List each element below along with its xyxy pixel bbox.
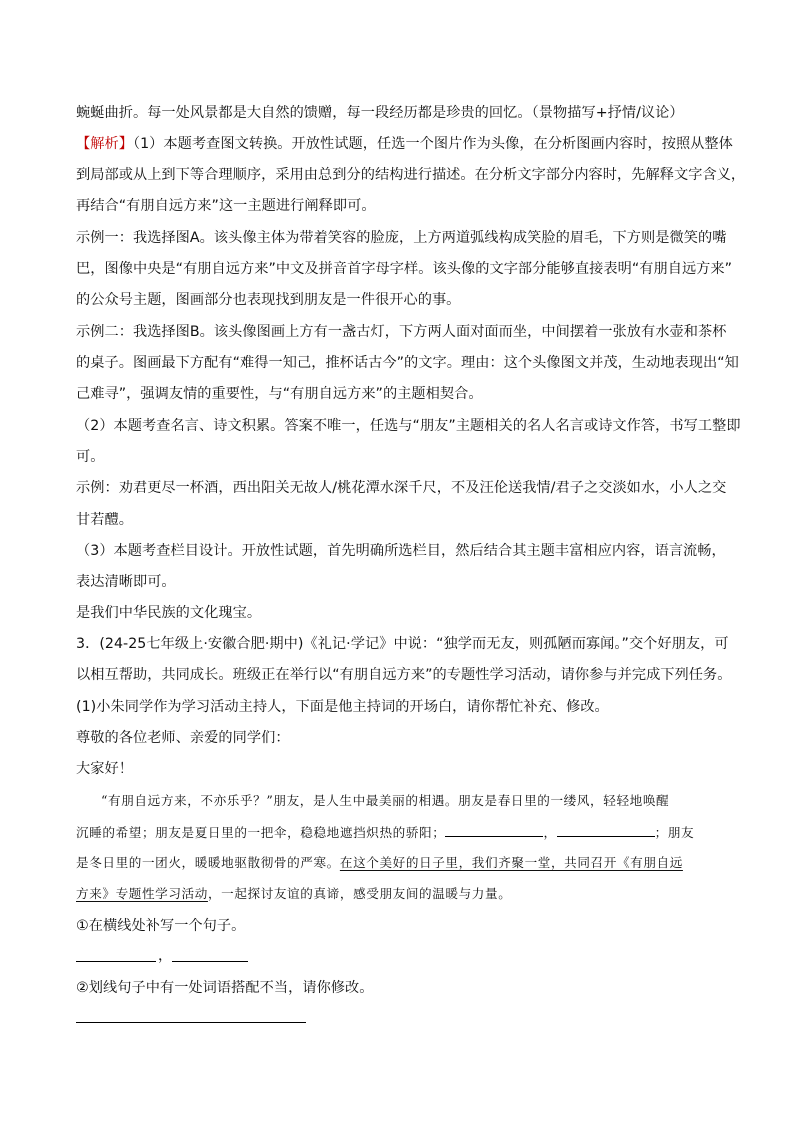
speech-line-2-text: 沉睡的希望；朋友是夏日里的一把伞，稳稳地遮挡炽热的骄阳； xyxy=(76,825,446,840)
example-one-line-2: 巴，图像中央是“有朋自远方来”中文及拼音首字母字样。该头像的文字部分能够直接表明“有朋自远方来” xyxy=(76,261,733,277)
analysis-line-2 xyxy=(76,134,733,154)
speech-line-1: “有朋自远方来，不亦乐乎？”朋友，是人生中最美丽的相遇。朋友是春日里的一缕风，轻轻地唤醒 xyxy=(101,793,670,808)
analysis-part2-line-1: （2）本题考查名言、诗文积累。答案不唯一，任选与“朋友”主题相关的名人名言或诗文作答，书写工整即 xyxy=(76,418,741,434)
underlined-sentence-part-2: 方来》专题性学习活动 xyxy=(76,886,208,901)
speech-greeting: 尊敬的各位老师、亲爱的同学们： xyxy=(76,730,290,746)
example-two-line-3: 己难寻”，强调友情的重要性，与“有朋自远方来”的主题相契合。 xyxy=(76,386,483,402)
example-quotes-line-2: 甘若醴。 xyxy=(76,512,133,528)
analysis-text: （1）本题考查图文转换。开放性试题，任选一个图片作为头像，在分析图画内容时，按照从整体 xyxy=(132,136,733,152)
analysis-part2-line-2: 可。 xyxy=(76,449,105,465)
analysis-tag: 【解析】 xyxy=(76,136,133,152)
question-3-stem-line-2: 以相互帮助，共同成长。班级正在举行以“有朋自远方来”的专题性学习活动，请你参与并完成下列任务。 xyxy=(76,667,732,683)
example-two-line-2: 的桌子。图画最下方配有“难得一知己，推杯话古今”的文字。理由：这个头像图文并茂，生动地表现出“知 xyxy=(76,355,739,371)
sub-question-1: ①在横线处补写一个句子。 xyxy=(76,918,246,934)
analysis-closing: 是我们中华民族的文化瑰宝。 xyxy=(76,605,262,621)
answer-line-1a[interactable] xyxy=(76,961,156,962)
example-one-line-3: 的公众号主题，图画部分也表现找到朋友是一件很开心的事。 xyxy=(76,292,461,308)
analysis-line-4: 再结合“有朋自远方来”这一主题进行阐释即可。 xyxy=(76,198,376,214)
fill-blank-2[interactable] xyxy=(557,822,655,837)
example-one-line-1: 示例一：我选择图A。该头像主体为带着笑容的脸庞，上方两道弧线构成笑脸的眉毛，下方则是微笑的嘴 xyxy=(76,230,727,246)
analysis-part3-line-1: （3）本题考查栏目设计。开放性试题，首先明确所选栏目，然后结合其主题丰富相应内容，语言流畅， xyxy=(76,543,726,559)
speech-comma: ， xyxy=(543,825,557,840)
speech-line-2-tail: 朋友 xyxy=(667,825,695,840)
analysis-line-3: 到局部或从上到下等合理顺序，采用由总到分的结构进行描述。在分析文字部分内容时，先解释文字含义， xyxy=(76,167,746,183)
speech-line-3-text: 是冬日里的一团火，暖暖地驱散彻骨的严寒。 xyxy=(76,855,340,870)
answer-line-2[interactable] xyxy=(76,1022,306,1023)
underlined-sentence-part-1: 在这个美好的日子里，我们齐聚一堂，共同召开《有朋自远 xyxy=(339,855,683,870)
speech-line-4-text: ，一起探讨友谊的真谛，感受朋友间的温暖与力量。 xyxy=(207,886,512,901)
speech-line-4 xyxy=(76,884,722,904)
example-two-line-1: 示例二：我选择图B。该头像图画上方有一盏古灯，下方两人面对面而坐，中间摆着一张放有水壶和茶杯 xyxy=(76,324,727,340)
task-1-prompt: (1)小朱同学作为学习活动主持人，下面是他主持词的开场白，请你帮忙补充、修改。 xyxy=(76,699,609,715)
analysis-part3-line-2: 表达清晰即可。 xyxy=(76,574,176,590)
question-3-stem-line-1: 3．(24-25七年级上·安徽合肥·期中)《礼记·学记》中说：“独学而无友，则孤陋而寡闻。”交个好朋友，可 xyxy=(76,636,729,652)
example-quotes-line-1: 示例：劝君更尽一杯酒，西出阳关无故人/桃花潭水深千尺，不及汪伦送我情/君子之交淡如水，小人之交 xyxy=(76,480,727,496)
answer-comma: ， xyxy=(158,948,173,964)
speech-line-2 xyxy=(76,822,722,843)
speech-hello: 大家好！ xyxy=(76,761,133,777)
analysis-line-1: 蜿蜒曲折。每一处风景都是大自然的馈赠，每一段经历都是珍贵的回忆。（景物描写+抒情/议论） xyxy=(76,105,684,121)
speech-semicolon: ； xyxy=(654,825,668,840)
speech-line-3 xyxy=(76,853,722,873)
answer-line-1b[interactable] xyxy=(172,961,248,962)
fill-blank-1[interactable] xyxy=(445,822,543,837)
sub-question-2: ②划线句子中有一处词语搭配不当，请你修改。 xyxy=(76,980,374,996)
